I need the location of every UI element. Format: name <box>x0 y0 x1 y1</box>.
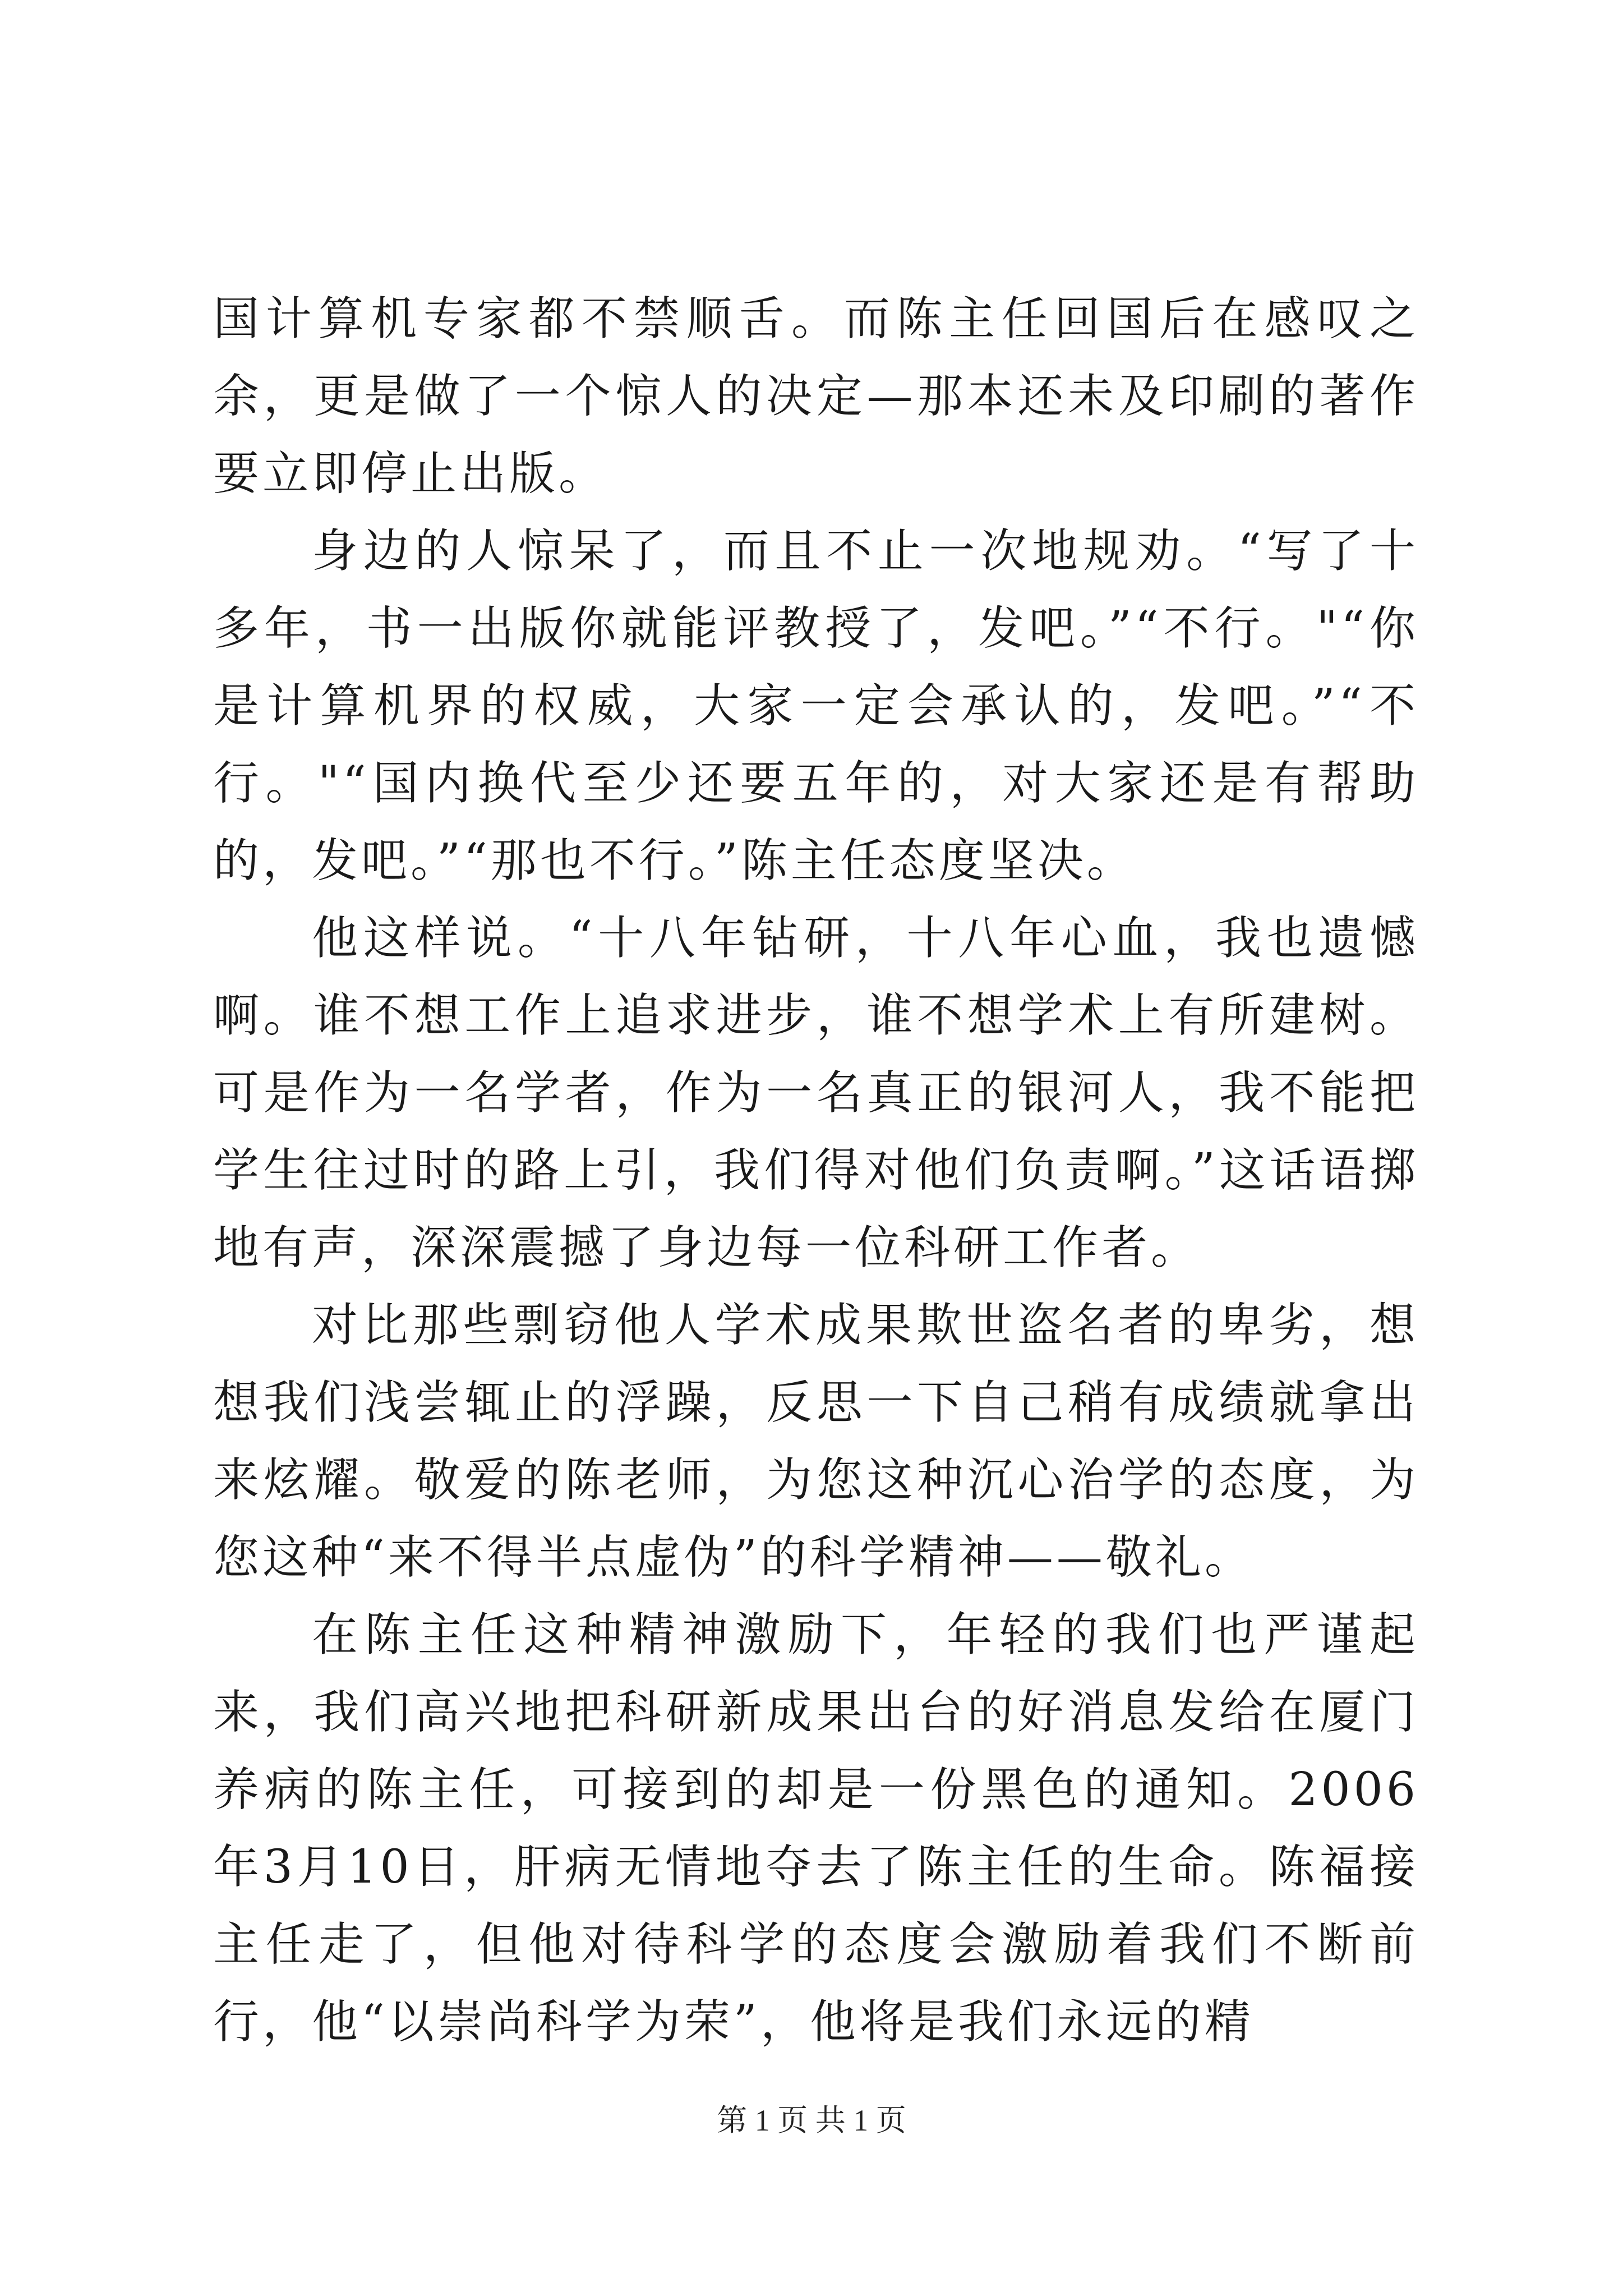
paragraph-3: 他这样说。“十八年钻研，十八年心血，我也遗憾啊。谁不想工作上追求进步，谁不想学术上有所建树。可是作为一名学者，作为一名真正的银河人，我不能把学生往过时的路上引，我们得对他们负责啊。”这话语掷地有声，深深震撼了身边每一位科研工作者。 <box>213 912 1419 1274</box>
paragraph-5: 在陈主任这种精神激励下，年轻的我们也严谨起来，我们高兴地把科研新成果出台的好消息发给在厦门养病的陈主任，可接到的却是一份黑色的通知。2006年3月10日，肝病无情地夺去了陈主任的生命。陈福接主任走了，但他对待科学的态度会激励着我们不断前行，他“以崇尚科学为荣”，他将是我们永远的精 <box>213 1608 1419 2049</box>
page-footer <box>0 2101 1623 2140</box>
paragraph-4: 对比那些剽窃他人学术成果欺世盗名者的卑劣，想想我们浅尝辄止的浮躁，反思一下自己稍有成绩就拿出来炫耀。敬爱的陈老师，为您这种沉心治学的态度，为您这种“来不得半点虚伪”的科学精神——敬礼。 <box>213 1299 1419 1584</box>
paragraph-2: 身边的人惊呆了，而且不止一次地规劝。“写了十多年，书一出版你就能评教授了，发吧。”“不行。"“你是计算机界的权威，大家一定会承认的，发吧。”“不行。"“国内换代至少还要五年的，对大家还是有帮助的，发吧。”“那也不行。”陈主任态度坚决。 <box>213 524 1419 887</box>
page-number-label: 第 1 页 共 1 页 <box>717 2104 906 2137</box>
document-body <box>213 280 1419 2061</box>
paragraph-1: 国计算机专家都不禁顺舌。而陈主任回国后在感叹之余，更是做了一个惊人的决定—那本还未及印刷的著作要立即停止出版。 <box>213 292 1419 500</box>
